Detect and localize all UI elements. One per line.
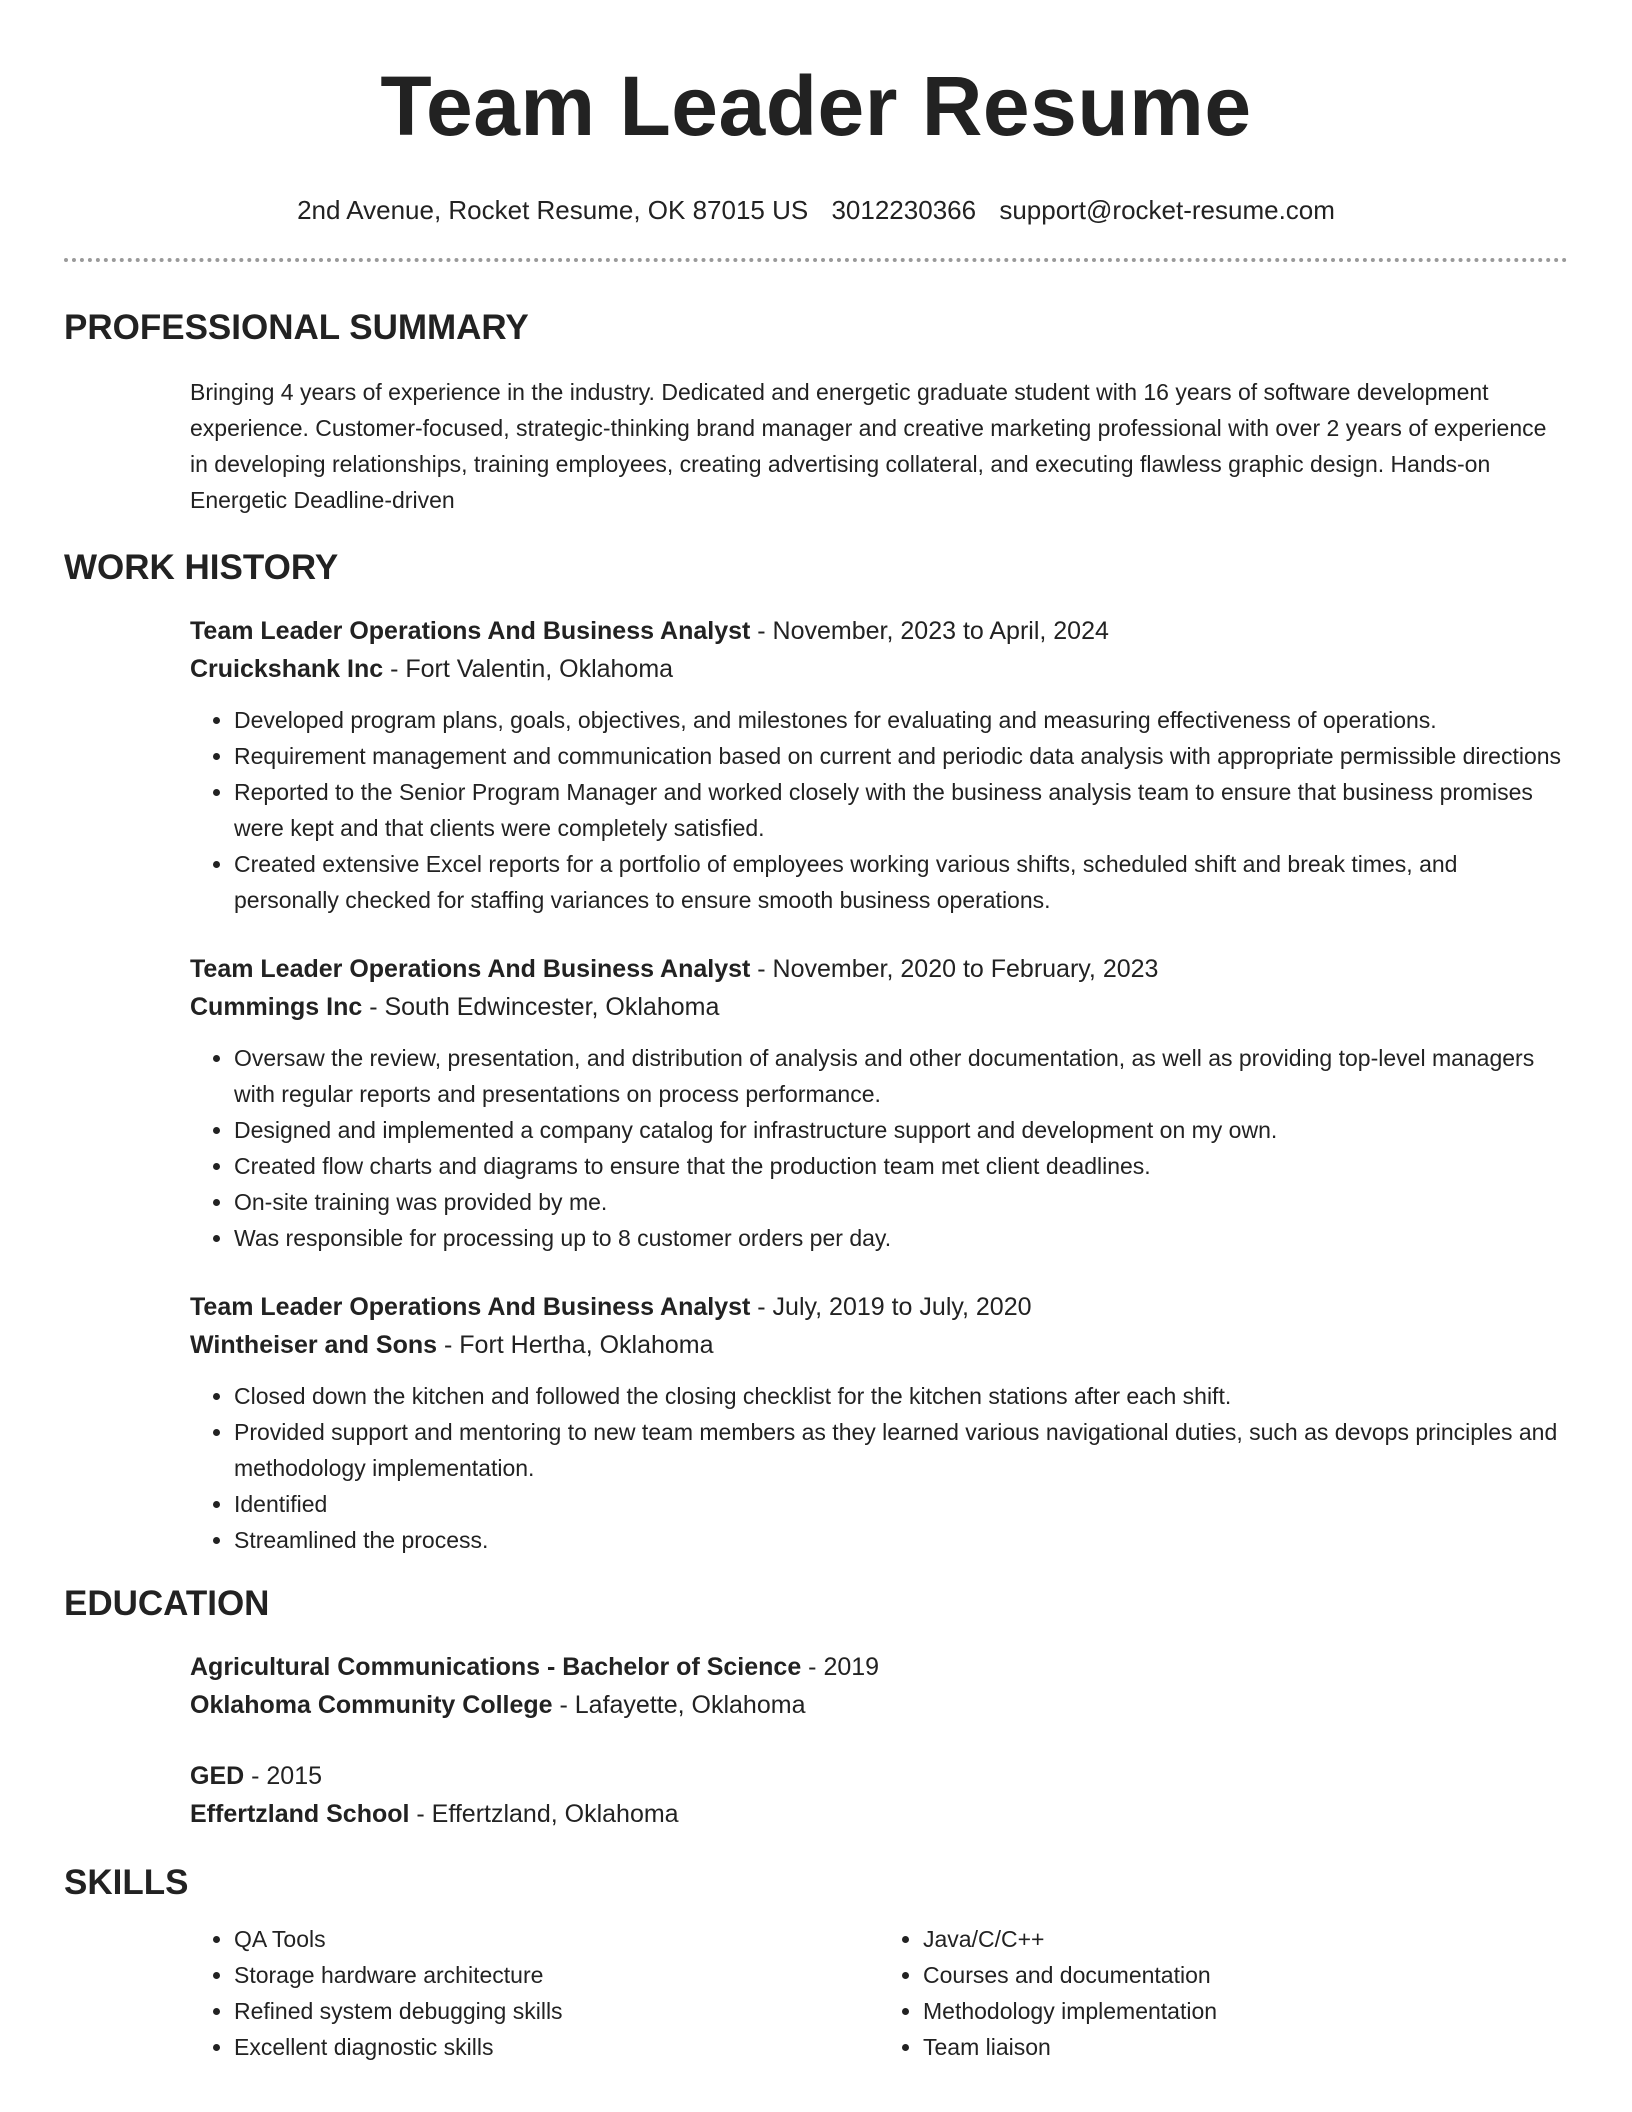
list-item: • Was responsible for processing up to 8 customer orders per day. (234, 1220, 1568, 1256)
job-location: - Fort Valentin, Oklahoma (383, 655, 674, 683)
page-title: Team Leader Resume (380, 59, 1252, 153)
list-item: • QA Tools (234, 1921, 879, 1957)
job-title: Team Leader Operations And Business Analyst (190, 617, 751, 645)
job-company: Wintheiser and Sons (190, 1331, 438, 1359)
education-location: - Effertzland, Oklahoma (409, 1800, 679, 1828)
education-school: Effertzland School (190, 1800, 410, 1828)
list-item: • Closed down the kitchen and followed the closing checklist for the kitchen stations after each shift. (234, 1378, 1568, 1414)
job-entry-1 (190, 612, 1568, 918)
job-title-line (190, 612, 1568, 650)
job-company: Cummings Inc (190, 993, 363, 1021)
list-item: • Created extensive Excel reports for a portfolio of employees working various shifts, scheduled shift and break times, and personally checked for staffing variances to ensure smooth business operations. (234, 846, 1568, 918)
header-divider (64, 258, 1568, 262)
skills-list-right (879, 1921, 1568, 2065)
list-item: • Streamlined the process. (234, 1522, 1568, 1558)
job-company: Cruickshank Inc (190, 655, 384, 683)
education-year: - 2019 (801, 1653, 880, 1681)
list-item: • Designed and implemented a company catalog for infrastructure support and development on my own. (234, 1112, 1568, 1148)
job-bullets (190, 702, 1568, 918)
education-degree: Agricultural Communications - Bachelor of Science (190, 1653, 802, 1681)
list-item: • Methodology implementation (923, 1993, 1568, 2029)
skills-columns (190, 1921, 1568, 2065)
job-location: - Fort Hertha, Oklahoma (437, 1331, 714, 1359)
education-degree: GED (190, 1762, 245, 1790)
job-title-line (190, 950, 1568, 988)
summary-text: Bringing 4 years of experience in the industry. Dedicated and energetic graduate student with 16 years of software development experience. Customer-focused, strategic-thinking brand manager and creative marketing professional with over 2 years of experience in developing relationships, training employees, creating advertising collateral, and executing flawless graphic design. Hands-on Energetic Deadline-driven (190, 379, 1547, 513)
education-location: - Lafayette, Oklahoma (552, 1691, 806, 1719)
job-title: Team Leader Operations And Business Analyst (190, 1293, 751, 1321)
job-dates: - November, 2020 to February, 2023 (750, 955, 1159, 983)
list-item: • Team liaison (923, 2029, 1568, 2065)
job-company-line (190, 1326, 1568, 1364)
summary-heading: PROFESSIONAL SUMMARY (64, 308, 529, 347)
work-history-heading: WORK HISTORY (64, 548, 339, 587)
job-bullets (190, 1040, 1568, 1256)
skills-list-left (190, 1921, 879, 2065)
education-school: Oklahoma Community College (190, 1691, 553, 1719)
job-title-line (190, 1288, 1568, 1326)
list-item: • Courses and documentation (923, 1957, 1568, 1993)
job-dates: - November, 2023 to April, 2024 (750, 617, 1109, 645)
list-item: • Reported to the Senior Program Manager and worked closely with the business analysis team to ensure that business promises were kept and that clients were completely satisfied. (234, 774, 1568, 846)
list-item: • On-site training was provided by me. (234, 1184, 1568, 1220)
job-entry-2 (190, 950, 1568, 1256)
education-heading: EDUCATION (64, 1584, 270, 1623)
list-item: • Requirement management and communication based on current and periodic data analysis with appropriate permissible directions (234, 738, 1568, 774)
education-degree-line (190, 1757, 1568, 1795)
education-degree-line (190, 1648, 1568, 1686)
list-item: • Developed program plans, goals, objectives, and milestones for evaluating and measuring effectiveness of operations. (234, 702, 1568, 738)
job-bullets (190, 1378, 1568, 1558)
list-item: • Storage hardware architecture (234, 1957, 879, 1993)
education-year: - 2015 (244, 1762, 323, 1790)
job-title: Team Leader Operations And Business Analyst (190, 955, 751, 983)
contact-address: 2nd Avenue, Rocket Resume, OK 87015 US (297, 195, 809, 225)
education-school-line (190, 1795, 1568, 1833)
job-company-line (190, 988, 1568, 1026)
job-company-line (190, 650, 1568, 688)
list-item: • Created flow charts and diagrams to ensure that the production team met client deadlines. (234, 1148, 1568, 1184)
contact-phone: 3012230366 (831, 195, 977, 225)
list-item: • Provided support and mentoring to new team members as they learned various navigational duties, such as devops principles and methodology implementation. (234, 1414, 1568, 1486)
skills-heading: SKILLS (64, 1863, 189, 1902)
job-dates: - July, 2019 to July, 2020 (750, 1293, 1032, 1321)
list-item: • Refined system debugging skills (234, 1993, 879, 2029)
contact-line (64, 194, 1568, 226)
job-location: - South Edwincester, Oklahoma (362, 993, 720, 1021)
job-entry-3 (190, 1288, 1568, 1558)
contact-email: support@rocket-resume.com (999, 195, 1335, 225)
list-item: • Excellent diagnostic skills (234, 2029, 879, 2065)
education-entry-1 (190, 1648, 1568, 1724)
list-item: • Java/C/C++ (923, 1921, 1568, 1957)
list-item: • Identified (234, 1486, 1568, 1522)
education-school-line (190, 1686, 1568, 1724)
list-item: • Oversaw the review, presentation, and distribution of analysis and other documentation, as well as providing top-level managers with regular reports and presentations on process performance. (234, 1040, 1568, 1112)
education-entry-2 (190, 1757, 1568, 1833)
